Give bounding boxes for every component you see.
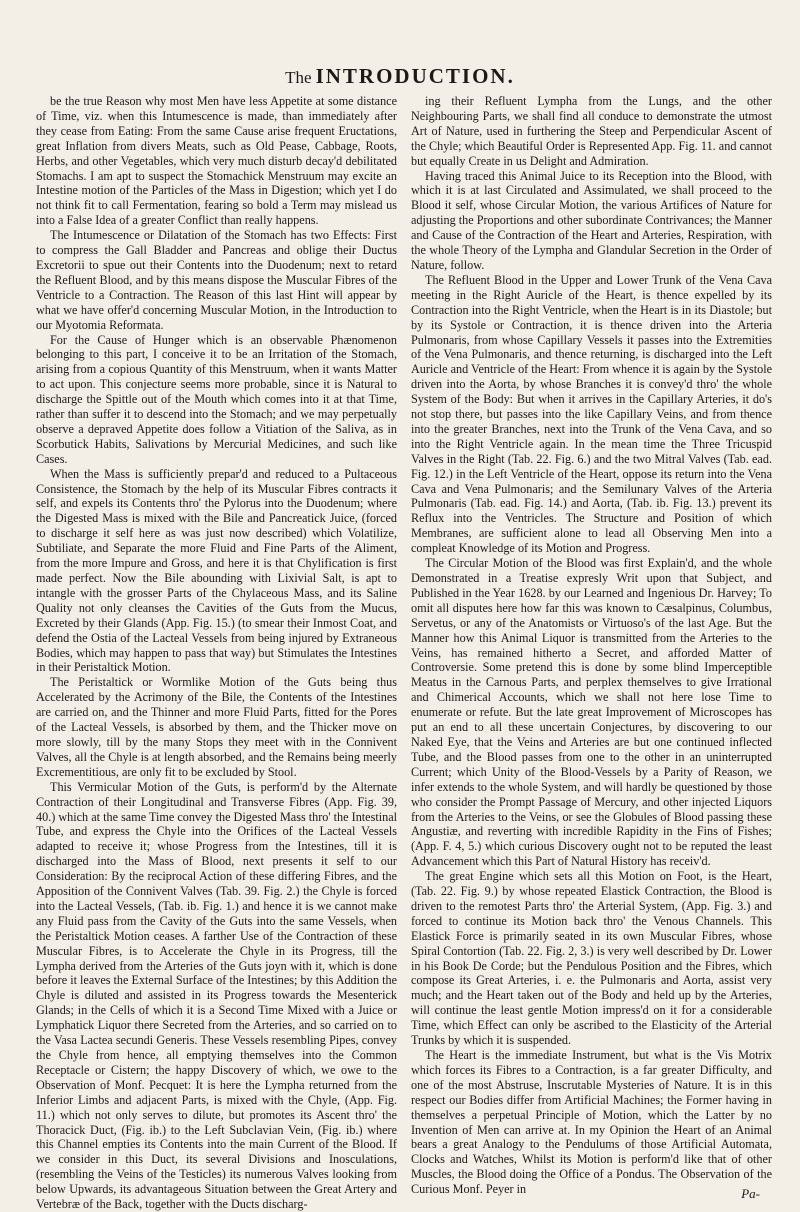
paragraph: When the Mass is sufficiently prepar'd and reduced to a Pultaceous Consistence, the Stomach by the help of its Muscular Fibres contracts it self, and expels its Contents thro' the Pylorus into the Duodenum; where the Digested Mass is mixed with the Bile and Pancreatick Juice, (forced to discharge it self here as was just now described) which Volatilize, Subtiliate, and Separate the more Fluid and Fine Parts of the Aliment, from the more Impure and Gross, and here it is that Chylification is first made perfect. Now the Bile abounding with Lixivial Salt, is apt to intangle with the grosser Parts of the Chylaceous Mass, and its Saline Quality not only cleanses the Cavities of the Guts from the Mucus, Excreted by their Glands (App. Fig. 15.) (to smear their Inmost Coat, and defend the Ostia of the Lacteal Vessels from being injured by Extraneous Bodies, which may happen to pass that way) but Stimulates the Intestines in their Peristaltick Motion. [36,466,397,675]
running-head [0,64,800,89]
paragraph: The Heart is the immediate Instrument, but what is the Vis Motrix which forces its Fibres to a Contraction, is a far greater Difficulty, and one of the most Abstruse, Inscrutable Mysteries of Nature. It is in this respect our Bodies differ from Artificial Machines; the Former having in themselves a perpetual Principle of Motion, which the Latter by no Invention of Men can arrive at. In my Opinion the Heart of an Animal bears a great Analogy to the Pendulums of those Artificial Automata, Clocks and Watches, Whilst its Motion is perform'd like that of other Muscles, the Blood doing the Office of a Pondus. The Observation of the Curious Monf. Peyer in [411,1048,772,1197]
paragraph: Having traced this Animal Juice to its Reception into the Blood, with which it is at last Circulated and Assimulated, we shall proceed to the Blood it self, whose Circular Motion, the various Artifices of Nature for adjusting the Proportions and other subordinate Contrivances; the Manner and Cause of the Contraction of the Heart and Arteries, Respiration, with the whole Theory of the Lympha and Glandular Secretion in the Order of Nature, follow. [411,168,772,272]
paragraph: This Vermicular Motion of the Guts, is perform'd by the Alternate Contraction of their Longitudinal and Transverse Fibres (App. Fig. 39, 40.) which at the same Time convey the Digested Mass thro' the Intestinal Tube, and express the Chyle into the Orifices of the Lacteal Vessels adapted to receive it; whose Progress from the Intestines, till it is discharged into the Mass of Blood, next presents it self to our Consideration: By the reciprocal Action of these differing Fibres, and the Apposition of the Connivent Valves (Tab. 39. Fig. 2.) the Chyle is forced into the Lacteal Vessels, (Tab. ib. Fig. 1.) and hence it is we cannot make any Fluid pass from the Cavity of the Guts into the same Vessels, when the Peristaltick Motion ceases. A farther Use of the Contraction of these Muscular Fibres, is to Accelerate the Chyle in its Progress, till the Lympha derived from the Arteries of the Guts joyn with it, which is done before it leaves the External Surface of the Intestines; by this Addition the Chyle is diluted and assisted in its Progress towards the Mesenterick Glands; in the Cells of which it is a Second Time Mixed with a Juice or Lymphatick Liquor there Secreted from the Arteries, and so carried on to the Vasa Lactea secundi Generis. These Vessels resembling Pipes, convey the Chyle from hence, all emptying themselves into the Common Receptacle or Cistern; the happy Discovery of which, we owe to the Observation of Monf. Pecquet: It is here the Lympha returned from the Inferior Limbs and adjacent Parts, is mixed with the Chyle, (App. Fig. 11.) which not only serves to dilute, but promotes its Ascent thro' the Thoracick Duct, (Fig. ib.) to the Left Subclavian Vein, (Fig. ib.) where this Channel empties its Contents into the main Current of the Blood. If we consider in this Duct, its several Divisions and Inosculations, (resembling the Veins of the Testicles) its numerous Valves looking from below Upwards, its advantageous Situation between the Great Artery and Vertebræ of the Back, together with the Ducts discharg- [36,779,397,1212]
running-head-prefix: The [285,68,312,87]
paragraph: The Peristaltick or Wormlike Motion of the Guts being thus Accelerated by the Acrimony of the Bile, the Contents of the Intestines are carried on, and the Thinner and more Fluid Parts, fitted for the Pores of the Lacteal Vessels, is absorbed by them, and the Thicker move on more slowly, till by the many Stops they meet with in the Connivent Valves, all the Chyle is at length absorbed, and the Remains being meerly Excrementitious, are only fit to be excluded by Stool. [36,675,397,779]
running-head-title: INTRODUCTION. [315,64,515,88]
right-column [411,94,772,1197]
text-columns [36,94,772,1212]
paragraph: For the Cause of Hunger which is an observable Phænomenon belonging to this part, I conceive it to be an Irritation of the Stomach, arising from a copious Quantity of this Menstruum, when it wants Matter to act upon. This conjecture seems more probable, since it is Natural to discharge the Spittle out of the Mouth which comes into it at that Time, rather than suffer it to descend into the Stomach; and we may perpetually observe a depraved Appetite does follow a Vitiation of the Saliva, as in Scorbutick Habits, Salivations by Mercurial Medicines, and such like Cases. [36,332,397,466]
left-column [36,94,397,1212]
paragraph: The Refluent Blood in the Upper and Lower Trunk of the Vena Cava meeting in the Right Auricle of the Heart, is thence expelled by its Contraction into the Right Ventricle, when the Heart is in its Diastole; but by its Systole or Contraction, it is thence driven into the Arteria Pulmonaris, from whose Capillary Vessels it passes into the Extremities of the Vena Pulmonaris, and thence returning, is discharged into the Left Auricle and Ventricle of the Heart: From whence it is again by the Systole driven into the Aorta, by whose Branches it is convey'd thro' the whole System of the Body: But when it arrives in the Capillary Arteries, it do's not stop there, but passes into the like Capillary Veins, and from thence into the greater Branches, next into the Trunk of the Vena Cava, and so into the Right Ventricle again. In the mean time the Three Tricuspid Valves in the Right (Tab. 22. Fig. 6.) and the two Mitral Valves (Tab. ead. Fig. 12.) in the Left Ventricle of the Heart, oppose its return into the Vena Cava and Vena Pulmonaris; and the Semilunary Valves of the Arteria Pulmonaris (Tab. ead. Fig. 14.) and Aorta, (Tab. ib. Fig. 13.) prevent its Reflux into the Ventricles. The Structure and Position of which Membranes, are sufficient alone to lead all Observing Men into a compleat Knowledge of its Motion and Progress. [411,272,772,556]
paragraph: The Circular Motion of the Blood was first Explain'd, and the whole Demonstrated in a Treatise expresly Writ upon that Subject, and Published in the Year 1628. by our Learned and Ingenious Dr. Harvey; To omit all disputes here how far this was known to Cæsalpinus, Columbus, Servetus, or any of the Anatomists or Virtuoso's of the last Age. But the Manner how this Animal Liquor is transmitted from the Arteries to the Veins, has remained hitherto a Secret, and afforded Matter of Controversie. Some pretend this is done by some blind Imperceptible Meatus in the Carnous Parts, and perplex themselves to give Irrational and Chimerical Accounts, which we shall not here lose Time to enumerate or refute. But the late great Improvement of Microscopes has put an end to all these uncertain Conjectures, by discovering to our Naked Eye, that the Veins and Arteries are but one continued inflected Tube, and the Blood passes from one to the other in an uninterrupted Current; which Unity of the Blood-Vessels by a Parity of Reason, we infer extends to the whole System, and will hardly be questioned by those who consider the Prompt Passage of Mercury, and other injected Liquors from the Arteries to the Veins, or see the Globules of Blood passing these Angustiæ, and reverting with incredible Rapidity in the Fins of Fishes; (App. F. 4, 5.) which curious Discovery ought not to be reputed the least Advancement which this Part of Natural History has receiv'd. [411,556,772,869]
paragraph: ing their Refluent Lympha from the Lungs, and the other Neighbouring Parts, we shall find all conduce to demonstrate the utmost Art of Nature, used in furthering the Steep and Perpendicular Ascent of the Chyle; which Beautiful Order is Represented App. Fig. 11. and cannot but equally Create in us Delight and Admiration. [411,94,772,168]
paragraph: The great Engine which sets all this Motion on Foot, is the Heart, (Tab. 22. Fig. 9.) by whose repeated Elastick Contraction, the Blood is driven to the remotest Parts thro' the Arterial System, (App. Fig. 3.) and forced to continue its Motion back thro' the Venous Channels. This Elastick Force is primarily seated in its own Muscular Fibres, whose Spiral Contortion (Tab. 22. Fig. 2, 3.) is very well described by Dr. Lower in his Book De Corde; but the Pendulous Position and the Fibres, which compose its Great Arteries, i. e. the Pulmonaris and Aorta, assist very much; and the Heart taken out of the Body and held up by the Arteries, will continue the least gentle Motion impress'd on it for a considerable Time, which Effect can only be ascribed to the Elasticity of the Arterial Trunks by which it is suspended. [411,869,772,1048]
paragraph: be the true Reason why most Men have less Appetite at some distance of Time, viz. when this Intumescence is made, than immediately after they cease from Eating: From the same Cause arise frequent Eructations, great Inflation from divers Meats, such as Old Pease, Cabbage, Roots, Herbs, and other Vegetables, which very much disturb decay'd debilitated Stomachs. I am apt to suspect the Stomachick Menstruum may excite an Intestine motion of the Particles of the Mass in Digestion; which yet I do not think fit to call Fermentation, fearing so bold a Term may mislead us into a False Idea of a greater Conflict than really happens. [36,94,397,228]
paragraph: The Intumescence or Dilatation of the Stomach has two Effects: First to compress the Gall Bladder and Pancreas and oblige their Ductus Excretorii to spue out their Contents into the Duodenum; next to retard the Refluent Blood, and by this means dispose the Muscular Fibres of the Ventricle to a Contraction. The Reason of this last Hint will appear by what we have offer'd concerning Muscular Motion, in the Introduction to our Myotomia Reformata. [36,228,397,332]
catchword: Pa- [741,1186,760,1201]
